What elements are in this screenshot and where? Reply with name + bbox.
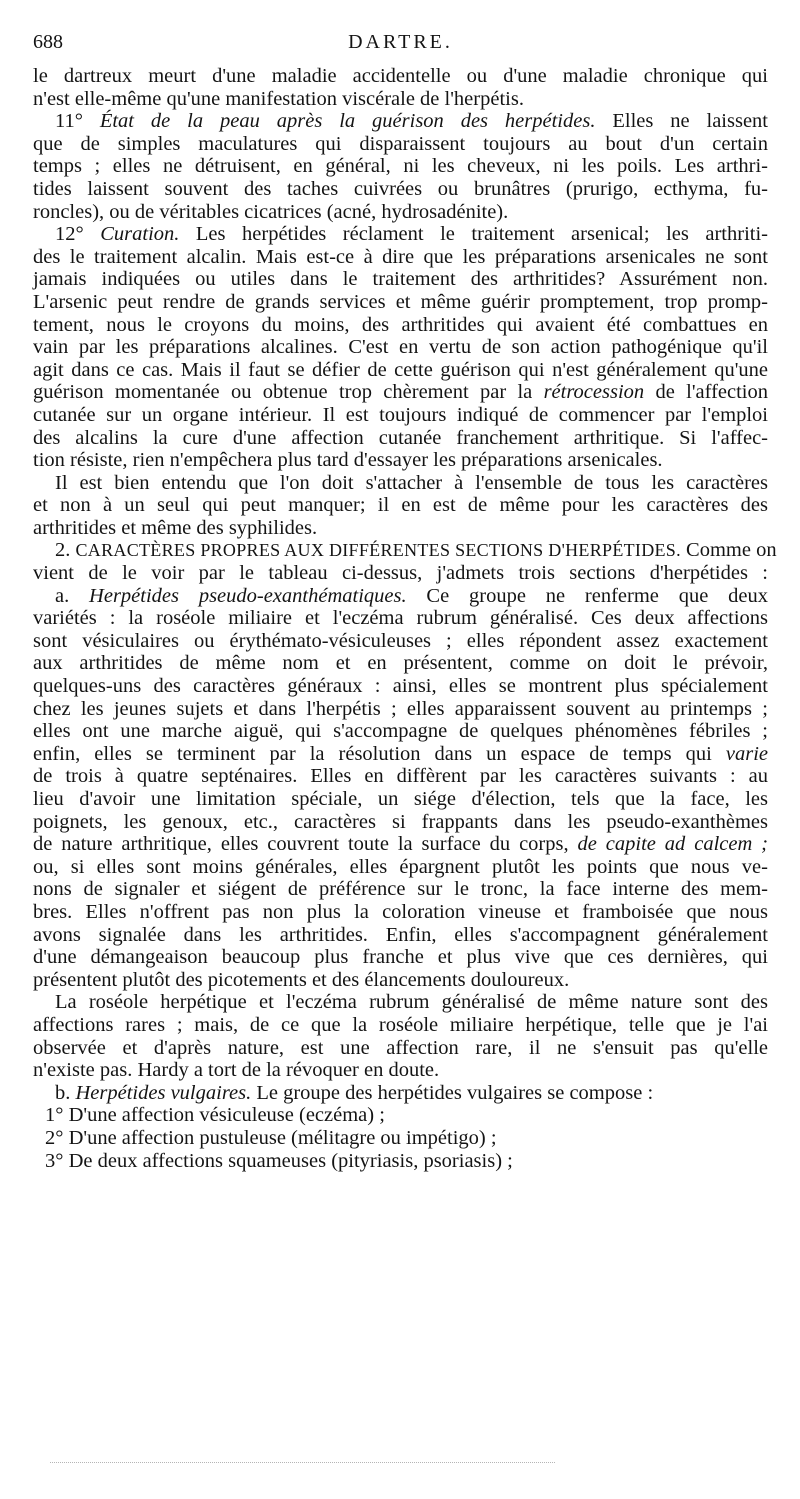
text-line: poignets, les genoux, etc., caractères si frappants dans les pseudo-exanthèmes xyxy=(33,810,768,833)
italic-phrase: État de la peau après la guérison des herpétides. xyxy=(99,110,596,133)
running-title: DARTRE. xyxy=(348,31,453,53)
small-caps-heading: CARACTÈRES PROPRES AUX DIFFÉRENTES SECTIONS D'HERPÉTIDES. xyxy=(75,540,681,561)
text-line: tides laissent souvent des taches cuivrées ou brunâtres (prurigo, ecthyma, fu- xyxy=(33,177,768,200)
text-line: le dartreux meurt d'une maladie accidentelle ou d'une maladie chronique qui xyxy=(33,65,768,87)
italic-phrase: de capite ad calcem ; xyxy=(577,833,769,856)
text-line: quelques-uns des caractères généraux : ainsi, elles se montrent plus spécialement xyxy=(33,675,768,698)
page-number: 688 xyxy=(33,31,63,53)
text-line: tion résiste, rien n'empêchera plus tard d'essayer les préparations arsenicales. xyxy=(33,449,663,472)
text-line: b. Herpétides vulgaires. Le groupe des herpétides vulgaires se compose : xyxy=(55,1081,654,1104)
text-line: La roséole herpétique et l'eczéma rubrum généralisé de même nature sont des xyxy=(55,991,768,1014)
text-line: 1° D'une affection vésiculeuse (eczéma) ; xyxy=(45,1104,385,1127)
italic-phrase: varie xyxy=(725,742,768,765)
text-line: ou, si elles sont moins générales, elles épargnent plutôt les points que nous ve- xyxy=(33,855,768,878)
text-line: chez les jeunes sujets et dans l'herpétis ; elles apparaissent souvent au printemps ; xyxy=(33,697,768,720)
footer-rule xyxy=(50,1462,555,1463)
italic-phrase: Herpétides pseudo-exanthématiques. xyxy=(89,584,407,607)
text-line: nons de signaler et siégent de préférence sur le tronc, la face interne des mem- xyxy=(33,878,768,901)
text-line: présentent plutôt des picotements et des élancements douloureux. xyxy=(33,968,570,991)
text-line: vain par les préparations alcalines. C'est en vertu de son action pathogénique qu'il xyxy=(33,336,768,359)
text-line: que de simples maculatures qui disparaissent toujours au bout d'un certain xyxy=(33,132,768,155)
text-line: n'existe pas. Hardy a tort de la révoquer en doute. xyxy=(33,1059,440,1082)
text-line: des le traitement alcalin. Mais est-ce à dire que les préparations arsenicales ne sont xyxy=(33,245,768,268)
text-line: 2° D'une affection pustuleuse (mélitagre ou impétigo) ; xyxy=(45,1126,497,1149)
text-line: Il est bien entendu que l'on doit s'attacher à l'ensemble de tous les caractères xyxy=(55,471,768,494)
text-line: guérison momentanée ou obtenue trop chèrement par la rétrocession de l'affection xyxy=(33,381,768,404)
text-line: bres. Elles n'offrent pas non plus la coloration vineuse et framboisée que nous xyxy=(33,900,768,923)
text-line: arthritides et même des syphilides. xyxy=(33,516,318,539)
text-line: 3° De deux affections squameuses (pityriasis, psoriasis) ; xyxy=(45,1149,513,1172)
text-line: L'arsenic peut rendre de grands services et même guérir promptement, trop promp- xyxy=(33,290,768,313)
text-line: aux arthritides de même nom et en présentent, comme on doit le prévoir, xyxy=(33,652,768,675)
body-text xyxy=(33,65,777,1172)
text-line: 12° Curation. Les herpétides réclament le traitement arsenical; les arthriti- xyxy=(55,223,768,246)
italic-phrase: rétrocession xyxy=(543,381,645,404)
text-line: 11° État de la peau après la guérison des herpétides. Elles ne laissent xyxy=(55,110,769,133)
text-line: roncles), ou de véritables cicatrices (acné, hydrosadénite). xyxy=(33,200,509,223)
text-line: des alcalins la cure d'une affection cutanée franchement arthritique. Si l'affec- xyxy=(33,426,768,449)
text-line: sont vésiculaires ou érythémato-vésiculeuses ; elles répondent assez exactement xyxy=(33,629,768,652)
text-line: enfin, elles se terminent par la résolution dans un espace de temps qui varie xyxy=(33,742,768,765)
text-line: jamais indiquées ou utiles dans le traitement des arthritides? Assurément non. xyxy=(33,268,768,291)
text-line: cutanée sur un organe intérieur. Il est toujours indiqué de commencer par l'emploi xyxy=(33,403,768,426)
text-line: 2. CARACTÈRES PROPRES AUX DIFFÉRENTES SECTIONS D'HERPÉTIDES. Comme on xyxy=(55,539,777,562)
text-line: elles ont une marche aiguë, qui s'accompagne de quelques phénomènes fébriles ; xyxy=(33,720,768,743)
text-line: de trois à quatre septénaires. Elles en diffèrent par les caractères suivants : au xyxy=(33,765,768,788)
text-line: tement, nous le croyons du moins, des arthritides qui avaient été combattues en xyxy=(33,313,768,336)
text-line: agit dans ce cas. Mais il faut se défier de cette guérison qui n'est généralement qu'une xyxy=(33,358,768,381)
text-line: lieu d'avoir une limitation spéciale, un siége d'élection, tels que la face, les xyxy=(33,788,768,810)
text-line: n'est elle-même qu'une manifestation viscérale de l'herpétis. xyxy=(33,87,524,110)
text-line: de nature arthritique, elles couvrent toute la surface du corps, de capite ad calcem ; xyxy=(33,833,769,856)
text-line: variétés : la roséole miliaire et l'eczéma rubrum généralisé. Ces deux affections xyxy=(33,607,768,630)
text-line: observée et d'après nature, est une affection rare, il ne s'ensuit pas qu'elle xyxy=(33,1036,768,1059)
page-header xyxy=(33,27,768,57)
text-line: a. Herpétides pseudo-exanthématiques. Ce groupe ne renferme que deux xyxy=(55,584,768,607)
text-line: d'une démangeaison beaucoup plus franche et plus vive que ces dernières, qui xyxy=(33,946,768,969)
text-line: et non à un seul qui peut manquer; il en est de même pour les caractères des xyxy=(33,494,768,517)
text-line: affections rares ; mais, de ce que la roséole miliaire herpétique, telle que je l'ai xyxy=(33,1013,768,1036)
text-line: vient de le voir par le tableau ci-dessus, j'admets trois sections d'herpétides : xyxy=(33,562,768,585)
italic-phrase: Curation. xyxy=(100,223,180,246)
text-line: temps ; elles ne détruisent, en général, ni les cheveux, ni les poils. Les arthri- xyxy=(33,155,768,178)
text-line: avons signalée dans les arthritides. Enfin, elles s'accompagnent généralement xyxy=(33,923,768,946)
italic-phrase: Herpétides vulgaires. xyxy=(75,1081,252,1104)
